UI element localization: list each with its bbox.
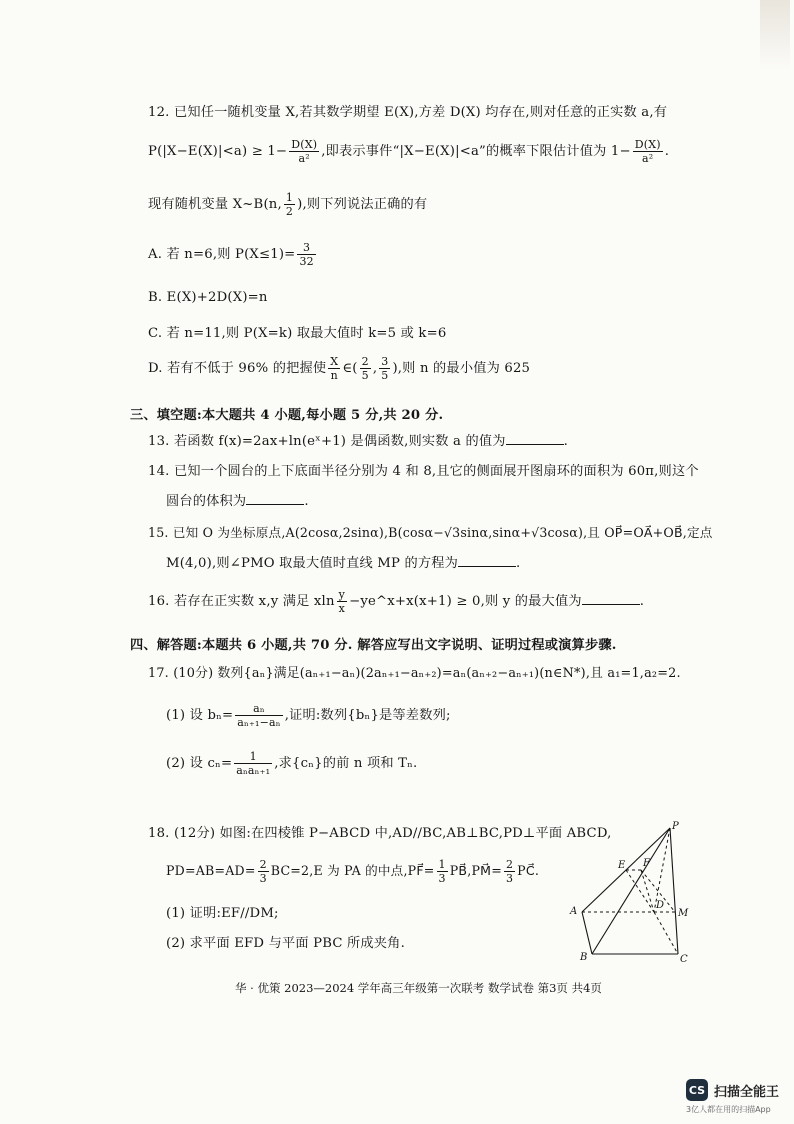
q17-p1-a: (1) 设 bₙ= xyxy=(166,708,234,723)
q17-line1: 17. (10分) 数列{aₙ}满足(aₙ₊₁−aₙ)(2aₙ₊₁−aₙ₊₂)=aₙ(aₙ₊₂−aₙ₊₁)(n∈N*),且 a₁=1,a₂=2. xyxy=(148,666,681,681)
frac-numerator: y xyxy=(338,588,346,601)
frac-numerator: D(X) xyxy=(634,138,661,151)
edge-DC xyxy=(654,912,678,954)
scanner-tagline: 3亿人都在用的扫描App xyxy=(686,1105,771,1114)
q14-text: 圆台的体积为 xyxy=(166,494,247,509)
q18-frac-23 xyxy=(258,858,269,885)
q14-line2: 圆台的体积为 . xyxy=(166,494,309,509)
option-d-frac2 xyxy=(379,355,390,382)
frac-denominator: aₙ₊₁−aₙ xyxy=(237,716,281,729)
frac-numerator: 3 xyxy=(297,241,315,255)
answer-blank xyxy=(506,432,564,445)
label-C: C xyxy=(680,954,688,965)
q17-part1 xyxy=(166,702,451,729)
q12-line3-b: ),则下列说法正确的有 xyxy=(297,197,428,212)
frac-denominator: 3 xyxy=(259,872,267,885)
q18-l2-b: BC=2,E 为 PA 的中点,PF⃗= xyxy=(270,863,435,878)
option-d-a: D. 若有不低于 96% 的把握使 xyxy=(148,361,327,376)
scanner-app-name: 扫描全能王 xyxy=(714,1084,780,1100)
frac-denominator: aₙaₙ₊₁ xyxy=(236,764,271,777)
edge-AB xyxy=(582,912,592,954)
pyramid-figure xyxy=(566,820,696,970)
q14-line1: 14. 已知一个圆台的上下底面半径分别为 4 和 8,且它的侧面展开图扇环的面积为 60π,则这个 xyxy=(148,464,699,479)
label-D: D xyxy=(656,900,665,911)
q16-frac xyxy=(337,588,347,615)
label-F: F xyxy=(643,858,650,869)
q15-line2: M(4,0),则∠PMO 取最大值时直线 MP 的方程为 . xyxy=(166,556,521,571)
frac-numerator: 1 xyxy=(234,750,272,764)
answer-blank xyxy=(246,492,304,505)
q17-p2-frac xyxy=(234,750,272,777)
q12-option-c: C. 若 n=11,则 P(X=k) 取最大值时 k=5 或 k=6 xyxy=(148,326,447,341)
q18-line2 xyxy=(166,858,539,885)
label-E: E xyxy=(618,860,626,871)
frac-denominator: a² xyxy=(298,152,310,165)
q12-option-a xyxy=(148,241,318,268)
q13: 13. 若函数 f(x)=2ax+ln(eˣ+1) 是偶函数,则实数 a 的值为 . xyxy=(148,434,569,449)
answer-blank xyxy=(582,592,640,605)
q17-part2 xyxy=(166,750,417,777)
edge-PC xyxy=(670,828,678,954)
option-d-sep: , xyxy=(372,361,378,376)
q13-text: 13. 若函数 f(x)=2ax+ln(eˣ+1) 是偶函数,则实数 a 的值为 xyxy=(148,434,506,449)
q15-line1: 15. 已知 O 为坐标原点,A(2cosα,2sinα),B(cosα−√3sinα,sinα+√3cosα),且 OP⃗=OA⃗+OB⃗,定点 xyxy=(148,525,713,540)
q18-part1: (1) 证明:EF//DM; xyxy=(166,906,279,921)
frac-denominator: x xyxy=(338,602,346,615)
q16: 16. 若存在正实数 x,y 满足 xln $\frac{y}{x}$ −ye^x+x(x+1) ≥ 0,则 y 的最大值为 . xyxy=(148,588,645,615)
frac-denominator: 32 xyxy=(299,255,314,268)
frac-denominator: 5 xyxy=(361,369,369,382)
frac-numerator: 1 xyxy=(438,858,446,871)
q18-l2-c: PB⃗,PM⃗= xyxy=(449,863,502,878)
q16-b: −ye^x+x(x+1) ≥ 0,则 y 的最大值为 xyxy=(349,594,582,609)
label-A: A xyxy=(570,906,578,917)
q18-part2: (2) 求平面 EFD 与平面 PBC 所成夹角. xyxy=(166,936,405,951)
option-d-frac1 xyxy=(360,355,371,382)
q12-option-b: B. E(X)+2D(X)=n xyxy=(148,290,268,305)
frac-numerator: 2 xyxy=(259,858,267,871)
section-3-heading: 三、填空题:本大题共 4 小题,每小题 5 分,共 20 分. xyxy=(130,408,444,423)
q18-l2-a: PD=AB=AD= xyxy=(166,863,256,878)
camscanner-logo-icon: CS xyxy=(686,1079,708,1101)
q12-frac xyxy=(289,138,319,165)
segment-FD xyxy=(641,870,654,912)
q15-text: M(4,0),则∠PMO 取最大值时直线 MP 的方程为 xyxy=(166,556,458,571)
q12-line2-a: P(|X−E(X)|<a) ≥ 1− xyxy=(148,144,288,159)
q17-p1-frac xyxy=(235,702,282,729)
frac-denominator: a² xyxy=(642,152,654,165)
label-P: P xyxy=(672,821,679,832)
q18-l2-d: PC⃗. xyxy=(517,863,540,878)
section-4-heading: 四、解答题:本题共 6 小题,共 70 分. 解答应写出文字说明、证明过程或演算步骤. xyxy=(130,638,617,653)
q12-frac2 xyxy=(633,138,663,165)
frac-denominator: 3 xyxy=(438,872,446,885)
label-M: M xyxy=(678,908,689,919)
option-a-frac xyxy=(297,241,315,268)
frac-numerator: 1 xyxy=(285,191,294,204)
q17-p1-b: ,证明:数列{bₙ}是等差数列; xyxy=(284,708,451,723)
q12-line2: P(|X−E(X)|<a) ≥ 1− $\frac{D(X)}{\text{a²}}$ ,即表示事件“|X−E(X)|<a”的概率下限估计值为 1− $\frac{D(X)}{\text{a²}}$ . xyxy=(148,138,670,165)
frac-numerator: D(X) xyxy=(291,138,318,151)
option-d-b: ∈( xyxy=(342,361,358,376)
q16-a: 16. 若存在正实数 x,y 满足 xln xyxy=(148,594,335,609)
option-d-c: ),则 n 的最小值为 625 xyxy=(392,361,531,376)
q12-line3-a: 现有随机变量 X~B(n, xyxy=(148,197,282,212)
frac-denominator: n xyxy=(330,369,338,382)
q17-p2-b: ,求{cₙ}的前 n 项和 Tₙ. xyxy=(274,756,418,771)
scanner-badge xyxy=(686,1079,779,1101)
q17-p2-a: (2) 设 cₙ= xyxy=(166,756,233,771)
frac-numerator: 2 xyxy=(361,355,369,368)
q18-line1: 18. (12分) 如图:在四棱锥 P−ABCD 中,AD//BC,AB⊥BC,PD⊥平面 ABCD, xyxy=(148,826,612,841)
q12-line2-b: ,即表示事件“|X−E(X)|<a”的概率下限估计值为 1− xyxy=(321,144,631,159)
q12-line3 xyxy=(148,191,427,218)
frac-numerator: X xyxy=(330,355,339,368)
frac-denominator: 3 xyxy=(505,872,514,885)
q12-option-d xyxy=(148,355,530,382)
frac-denominator: 5 xyxy=(381,369,389,382)
frac-numerator: aₙ xyxy=(235,702,282,716)
frac-numerator: 2 xyxy=(505,858,514,871)
option-d-xn xyxy=(328,355,340,382)
frac-denominator: 2 xyxy=(285,205,294,218)
q18-frac-13 xyxy=(437,858,448,885)
half-frac xyxy=(284,191,295,218)
q18-frac-23b xyxy=(504,858,515,885)
frac-numerator: 3 xyxy=(381,355,389,368)
page-footer: 华 · 优策 2023—2024 学年高三年级第一次联考 数学试卷 第3页 共4页 xyxy=(235,981,602,995)
page-edge-shadow xyxy=(760,0,790,70)
q12-line1: 12. 已知任一随机变量 X,若其数学期望 E(X),方差 D(X) 均存在,则对任意的正实数 a,有 xyxy=(148,105,668,120)
option-a-text: A. 若 n=6,则 P(X≤1)= xyxy=(148,247,296,262)
answer-blank xyxy=(458,554,516,567)
label-B: B xyxy=(580,952,588,963)
